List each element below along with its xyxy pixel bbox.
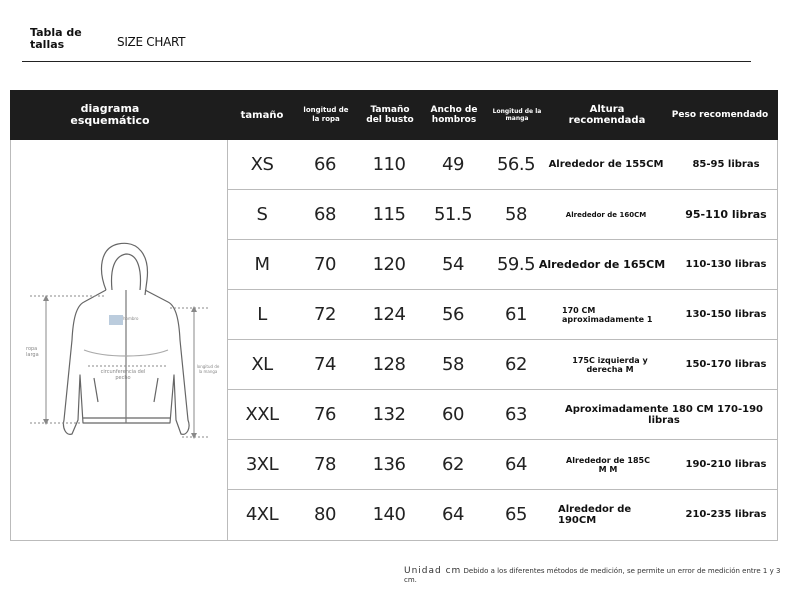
col-header-sleeve: Longitud de la manga — [492, 108, 542, 122]
col-header-height: Altura recomendada — [568, 104, 646, 126]
diagram-label-sleeve: longitud de la manga — [196, 364, 220, 374]
cell-sleeve: 58 — [505, 204, 527, 225]
cell-shoulder: 54 — [442, 254, 464, 275]
cell-weight: 150-170 libras — [685, 359, 767, 370]
cell-sleeve: 62 — [505, 354, 527, 375]
cell-bust: 124 — [372, 304, 406, 325]
top-divider — [22, 61, 751, 62]
cell-length: 78 — [314, 454, 336, 475]
cell-weight: 95-110 libras — [685, 208, 767, 221]
cell-size: XS — [250, 154, 274, 175]
cell-size: M — [254, 254, 270, 275]
footer-unit: Unidad cm — [404, 566, 462, 576]
cell-length: 74 — [314, 354, 336, 375]
title-spanish: Tabla de tallas — [30, 26, 82, 51]
cell-length: 68 — [314, 204, 336, 225]
col-header-diagram: diagrama esquemático — [70, 102, 150, 127]
cell-length: 70 — [314, 254, 336, 275]
cell-bust: 115 — [372, 204, 406, 225]
cell-length: 66 — [314, 154, 336, 175]
cell-height: Alrededor de 185C M M — [566, 455, 650, 474]
cell-weight: 190-210 libras — [685, 459, 767, 470]
cell-shoulder: 58 — [442, 354, 464, 375]
cell-shoulder: 56 — [442, 304, 464, 325]
diagram-label-length: ropa larga — [26, 346, 39, 358]
cell-bust: 128 — [372, 354, 406, 375]
cell-height: Alrededor de 160CM — [565, 210, 647, 219]
col-header-length: longitud de la ropa — [303, 106, 349, 123]
table-header — [10, 90, 778, 140]
cell-shoulder: 49 — [442, 154, 464, 175]
diagram-label-chest: circunferencia del pecho — [100, 369, 146, 381]
cell-size: XXL — [245, 404, 279, 425]
table-row — [228, 490, 778, 540]
cell-height: Alrededor de 155CM — [548, 159, 664, 170]
cell-weight: 110-130 libras — [685, 259, 767, 270]
col-header-weight: Peso recomendado — [671, 110, 769, 120]
col-header-shoulder: Ancho de hombros — [430, 105, 478, 125]
table-row — [228, 340, 778, 390]
cell-sleeve: 63 — [505, 404, 527, 425]
diagram-label-shoulder: hombro — [123, 316, 139, 321]
cell-size: L — [257, 304, 267, 325]
cell-length: 80 — [314, 504, 336, 525]
cell-sleeve: 64 — [505, 454, 527, 475]
cell-sleeve: 61 — [505, 304, 527, 325]
table-row — [228, 290, 778, 340]
cell-size: S — [256, 204, 268, 225]
col-header-bust: Tamaño del busto — [366, 105, 414, 125]
cell-height: 175C izquierda y derecha M — [572, 355, 648, 374]
cell-size: XL — [251, 354, 273, 375]
cell-height: Alrededor de 165CM — [538, 257, 666, 271]
cell-length: 76 — [314, 404, 336, 425]
cell-sleeve: 59.5 — [496, 254, 536, 275]
cell-weight: 85-95 libras — [692, 159, 760, 170]
cell-shoulder: 60 — [442, 404, 464, 425]
cell-height: Aproximadamente 180 CM 170-190 libras — [564, 403, 764, 426]
cell-height: Alrededor de 190CM — [558, 503, 632, 526]
cell-shoulder: 51.5 — [433, 204, 473, 225]
cell-height: 170 CM aproximadamente 1 — [562, 305, 653, 324]
col-header-size: tamaño — [240, 109, 284, 121]
diagram-area — [10, 140, 228, 541]
table-row — [228, 440, 778, 490]
cell-sleeve: 65 — [505, 504, 527, 525]
cell-bust: 120 — [372, 254, 406, 275]
cell-weight: 130-150 libras — [685, 309, 767, 320]
cell-size: 3XL — [245, 454, 279, 475]
cell-shoulder: 62 — [442, 454, 464, 475]
cell-bust: 132 — [372, 404, 406, 425]
table-row — [228, 190, 778, 240]
cell-bust: 140 — [372, 504, 406, 525]
title-english: SIZE CHART — [117, 35, 186, 49]
cell-shoulder: 64 — [442, 504, 464, 525]
table-row — [228, 140, 778, 190]
jacket-diagram — [10, 140, 228, 541]
cell-weight: 210-235 libras — [685, 509, 767, 520]
cell-sleeve: 56.5 — [496, 154, 536, 175]
cell-bust: 136 — [372, 454, 406, 475]
cell-size: 4XL — [245, 504, 279, 525]
cell-length: 72 — [314, 304, 336, 325]
table-row — [228, 390, 778, 440]
footer-disclaimer: Debido a los diferentes métodos de medición, se permite un error de medición entre 1 y 3 cm. — [404, 567, 781, 584]
footer-note — [404, 566, 790, 584]
table-row — [228, 240, 778, 290]
cell-bust: 110 — [372, 154, 406, 175]
